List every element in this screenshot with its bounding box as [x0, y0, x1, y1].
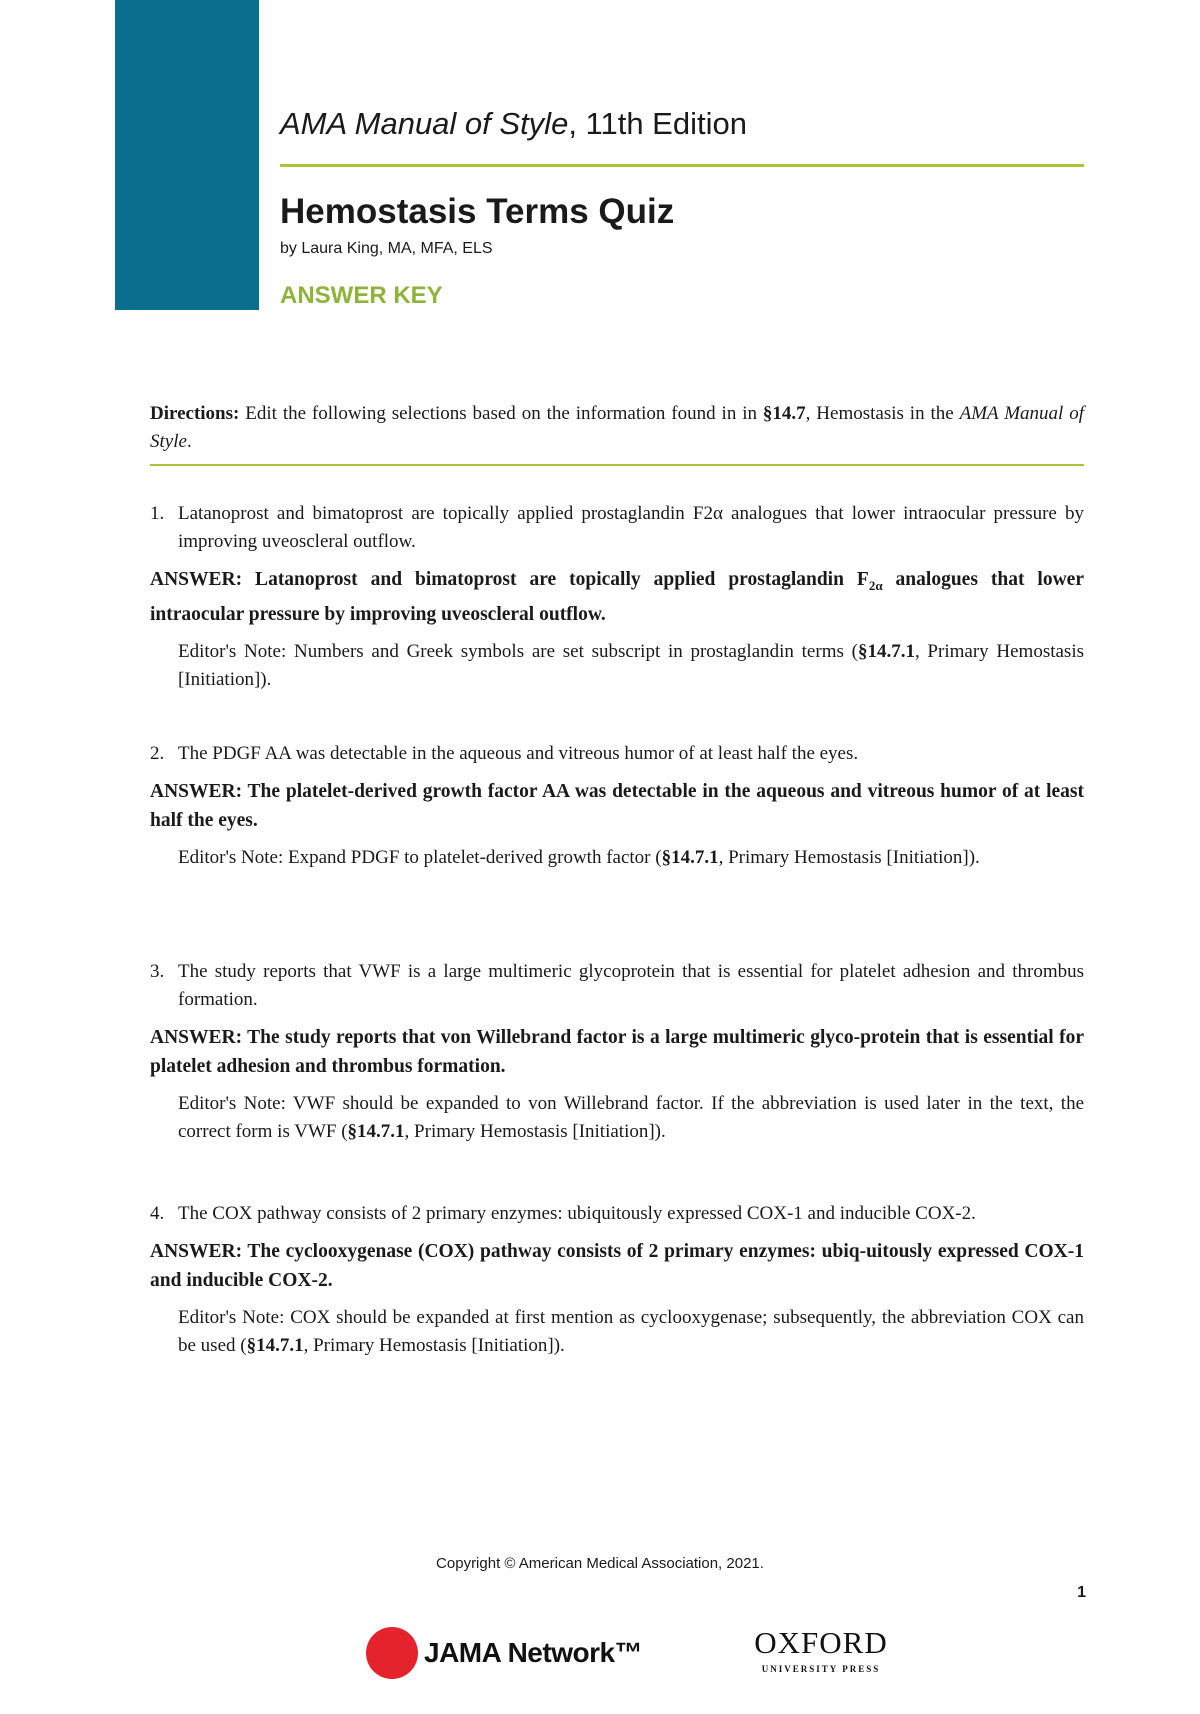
question-2: [150, 740, 1084, 872]
question-number: 2.: [150, 743, 165, 764]
question-number: 3.: [150, 961, 165, 982]
answer-text: ANSWER: Latanoprost and bimatoprost are topically applied prostaglandin $F_{2\alpha}$ analogues that lower intraocular pressure by improving uveoscleral outflow.: [150, 569, 1084, 625]
question-number: 4.: [150, 1203, 165, 1224]
jama-dot-icon: [366, 1627, 418, 1679]
header-divider: [280, 164, 1084, 167]
page-number: 1: [1077, 1584, 1086, 1601]
question-text: The COX pathway consists of 2 primary enzymes: ubiquitously expressed COX-1 and inducible COX-2.: [178, 1203, 976, 1224]
question-1: [150, 500, 1084, 694]
question-3: [150, 958, 1084, 1146]
editor-note: Editor's Note: COX should be expanded at first mention as cyclooxygenase; subsequently, the abbreviation COX can be used (§14.7.1, Primary Hemostasis [Initiation]).: [178, 1307, 1084, 1356]
copyright: Copyright © American Medical Association, 2021.: [436, 1555, 764, 1572]
editor-note: Editor's Note: Numbers and Greek symbols are set subscript in prostaglandin terms (§14.7.1, Primary Hemostasis [Initiation]).: [178, 640, 1084, 690]
answer-text: ANSWER: The platelet-derived growth factor AA was detectable in the aqueous and vitreous humor of at least half the eyes.: [150, 781, 1084, 831]
byline: by Laura King, MA, MFA, ELS: [280, 240, 493, 257]
directions-divider: [150, 464, 1084, 466]
manual-title: AMA Manual of Style, 11th Edition: [280, 106, 747, 141]
editor-note: Editor's Note: Expand PDGF to platelet-derived growth factor (§14.7.1, Primary Hemostasis [Initiation]).: [178, 847, 980, 868]
question-4: [150, 1200, 1084, 1360]
oxford-university-press-logo: OXFORD UNIVERSITY PRESS: [754, 1625, 888, 1674]
jama-network-logo: JAMA Network™: [366, 1626, 642, 1680]
answer-key-label: ANSWER KEY: [280, 282, 443, 309]
question-text: Latanoprost and bimatoprost are topically applied prostaglandin F2α analogues that lower intraocular pressure by improving uveoscleral outflow.: [178, 503, 1084, 552]
directions: Directions: Edit the following selections based on the information found in in §14.7, Hemostasis in the AMA Manual of Style.: [150, 403, 1084, 452]
question-number: 1.: [150, 503, 165, 524]
editor-note: Editor's Note: VWF should be expanded to von Willebrand factor. If the abbreviation is used later in the text, the correct form is VWF (§14.7.1, Primary Hemostasis [Initiation]).: [178, 1093, 1084, 1142]
header-color-block: [115, 0, 259, 310]
question-text: The PDGF AA was detectable in the aqueous and vitreous humor of at least half the eyes.: [178, 743, 859, 764]
page-title: Hemostasis Terms Quiz: [280, 192, 675, 231]
answer-text: ANSWER: The study reports that von Willebrand factor is a large multimeric glyco-protein that is essential for platelet adhesion and thrombus formation.: [150, 1027, 1084, 1077]
answer-text: ANSWER: The cyclooxygenase (COX) pathway consists of 2 primary enzymes: ubiq-uitously expressed COX-1 and inducible COX-2.: [150, 1241, 1084, 1291]
question-text: The study reports that VWF is a large multimeric glycoprotein that is essential for platelet adhesion and thrombus formation.: [178, 961, 1084, 1010]
